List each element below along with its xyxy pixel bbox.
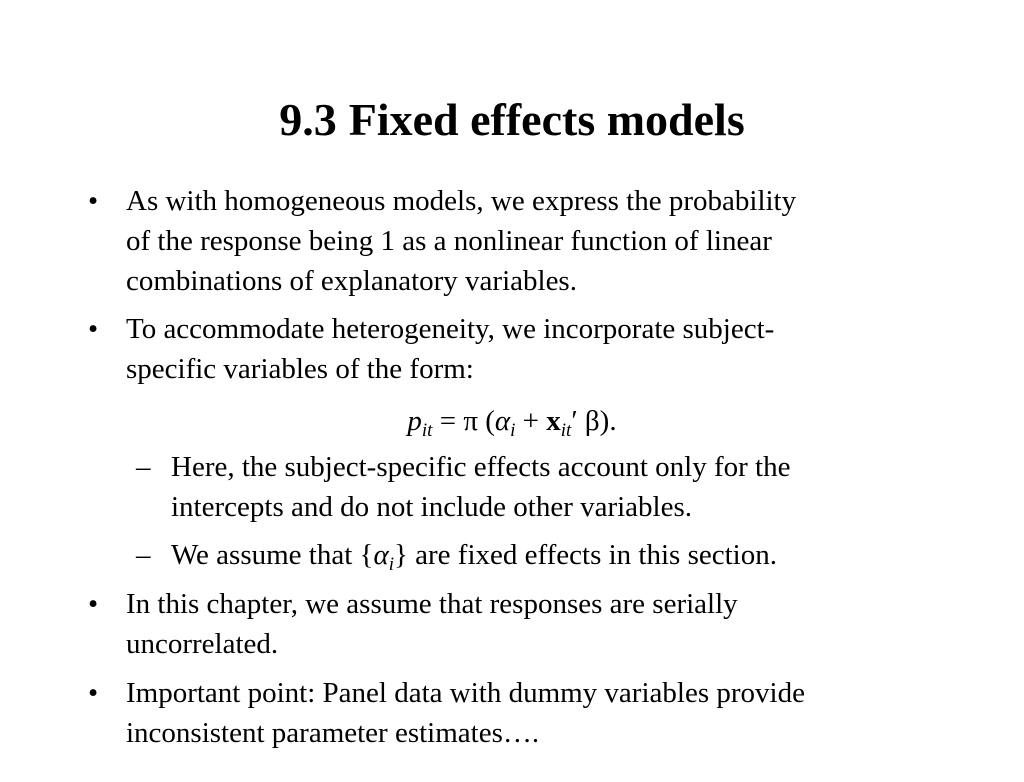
formula-alpha-subscript: i xyxy=(510,420,516,441)
formula-prime-beta: ′ β xyxy=(571,405,600,437)
formula-x-subscript: it xyxy=(560,420,572,441)
formula-equals-pi: = π ( xyxy=(432,405,495,437)
bullet-text-line: of the response being 1 as a nonlinear function of linear xyxy=(126,225,772,257)
sub-bullet-suffix: } are fixed effects in this section. xyxy=(393,539,777,571)
formula-p: p xyxy=(407,405,422,437)
inline-alpha: α xyxy=(373,539,389,571)
bullet-marker: • xyxy=(88,185,99,217)
sub-bullet-text-line xyxy=(171,535,777,575)
title-text: Fixed effects models xyxy=(348,94,745,145)
formula-x: x xyxy=(546,405,561,437)
sub-bullet-prefix: We assume that { xyxy=(171,539,374,571)
formula-close: ). xyxy=(599,405,617,437)
formula-p-subscript: it xyxy=(421,420,433,441)
formula-alpha: α xyxy=(494,405,511,437)
bullet-text-line: Important point: Panel data with dummy variables provide xyxy=(126,677,805,709)
formula xyxy=(0,401,1024,441)
bullet-text-line: uncorrelated. xyxy=(126,628,279,660)
bullet-marker: • xyxy=(88,313,99,345)
bullet-text-line: inconsistent parameter estimates…. xyxy=(126,717,540,749)
title-number: 9.3 xyxy=(279,94,337,145)
dash-marker: – xyxy=(136,539,151,571)
inline-alpha-subscript: i xyxy=(388,554,394,575)
sub-bullet-text-line: intercepts and do not include other variables. xyxy=(171,491,693,523)
bullet-text-line: To accommodate heterogeneity, we incorporate subject- xyxy=(126,313,775,345)
bullet-text-line: As with homogeneous models, we express the probability xyxy=(126,185,797,217)
slide-title xyxy=(0,92,1024,148)
sub-bullet-text-line: Here, the subject-specific effects account only for the xyxy=(171,451,791,483)
bullet-marker: • xyxy=(88,588,99,620)
bullet-marker: • xyxy=(88,677,99,709)
bullet-text-line: combinations of explanatory variables. xyxy=(126,265,577,297)
bullet-text-line: specific variables of the form: xyxy=(126,353,474,385)
bullet-text-line: In this chapter, we assume that responses are serially xyxy=(126,588,738,620)
formula-plus: + xyxy=(515,405,547,437)
dash-marker: – xyxy=(136,451,151,483)
